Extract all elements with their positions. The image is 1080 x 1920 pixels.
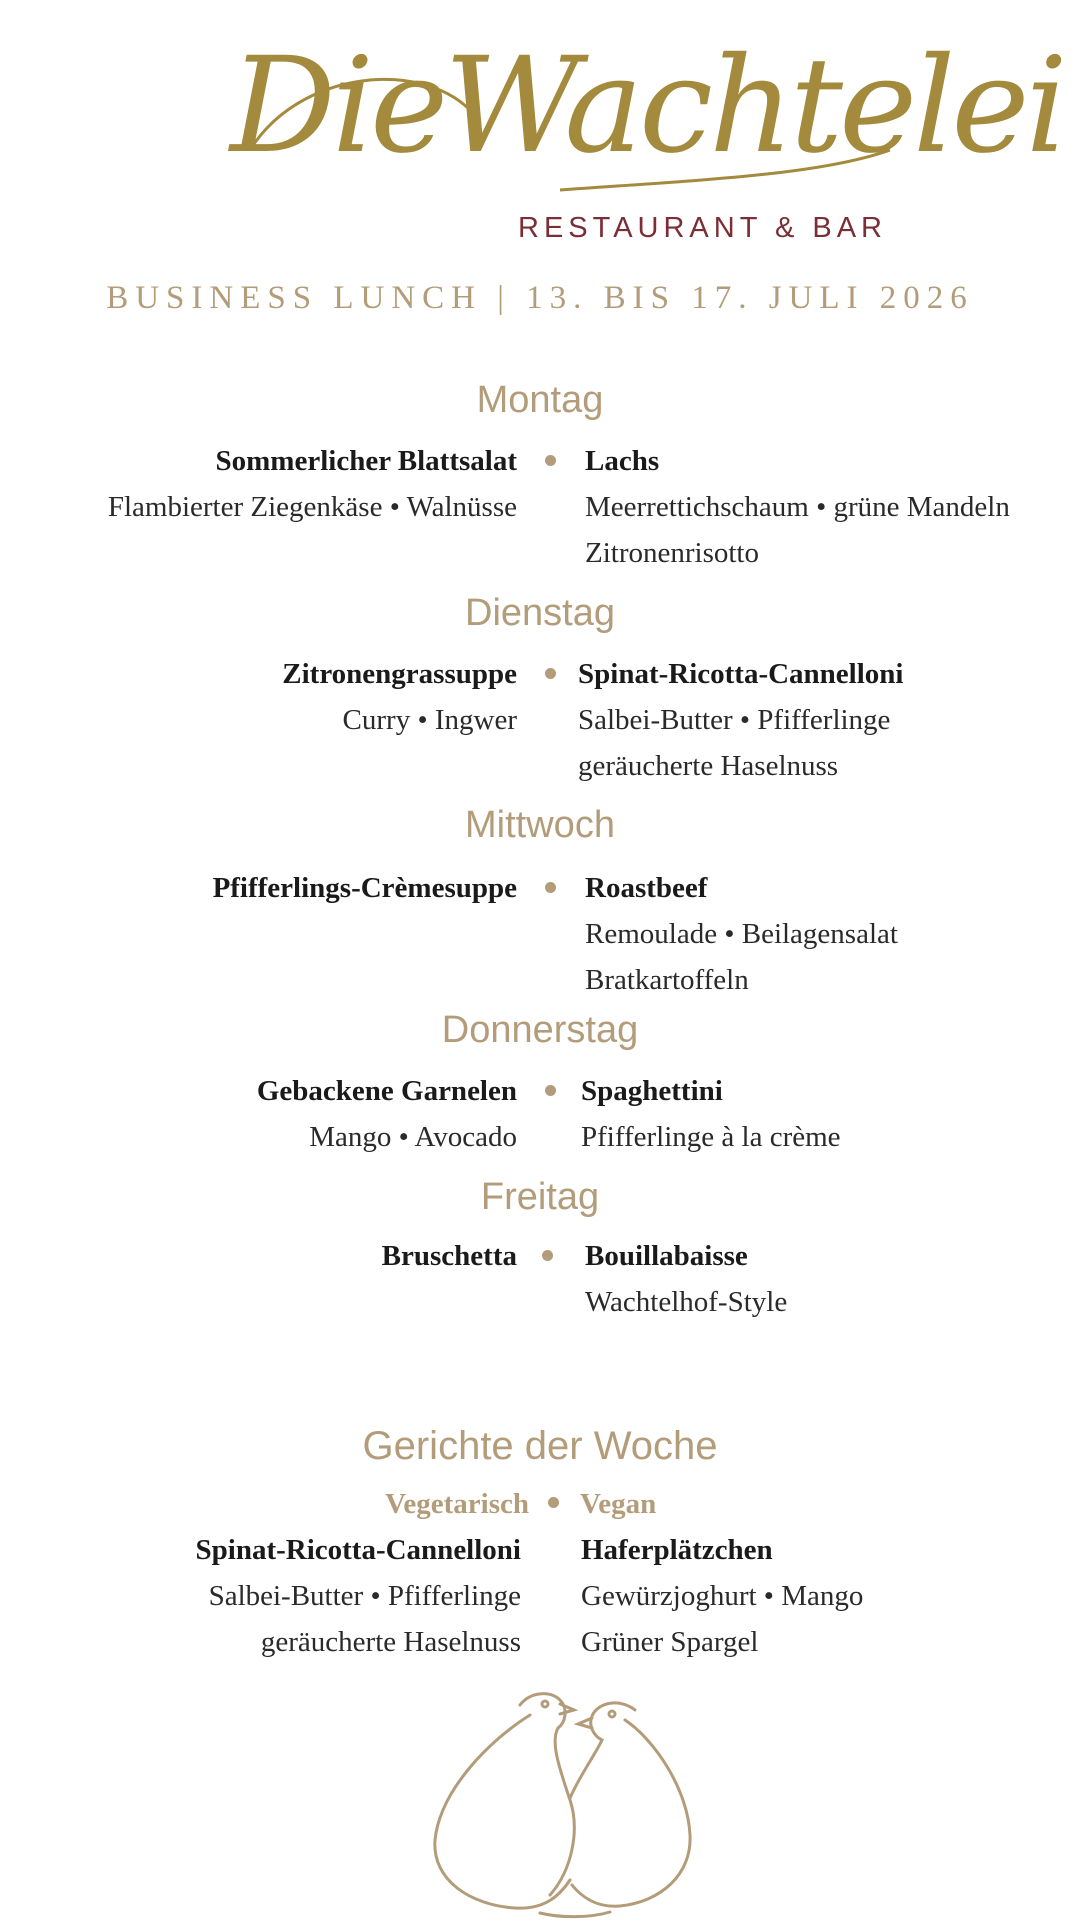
separator-dot	[545, 882, 556, 893]
day-heading-freitag: Freitag	[480, 1176, 600, 1218]
dish-title: Pfifferlings-Crèmesuppe	[212, 872, 517, 904]
dish-description: Zitronenrisotto	[585, 537, 759, 569]
separator-dot	[545, 1085, 556, 1096]
category-label-vegetarian: Vegetarisch	[385, 1488, 529, 1520]
dish-title: Gebackene Garnelen	[256, 1075, 517, 1107]
dish-description: Remoulade • Beilagensalat	[585, 918, 898, 950]
dish-title: Zitronengrassuppe	[282, 658, 517, 690]
dish-description: Salbei-Butter • Pfifferlinge	[578, 704, 891, 736]
dish-title: Spinat-Ricotta-Cannelloni	[195, 1534, 521, 1566]
dish-description: Curry • Ingwer	[342, 704, 517, 736]
category-label-vegan: Vegan	[580, 1488, 657, 1520]
dish-description: Bratkartoffeln	[585, 964, 749, 996]
dish-description: Wachtelhof-Style	[585, 1286, 788, 1318]
dish-title: Spinat-Ricotta-Cannelloni	[578, 658, 904, 690]
dish-description: Salbei-Butter • Pfifferlinge	[208, 1580, 521, 1612]
logo-wordmark: DieWachtelei	[230, 29, 1064, 183]
dish-title: Haferplätzchen	[581, 1534, 773, 1566]
restaurant-logo	[0, 0, 1080, 260]
dish-description: Gewürzjoghurt • Mango	[581, 1580, 864, 1612]
day-heading-mittwoch: Mittwoch	[465, 804, 615, 846]
dish-description: Mango • Avocado	[309, 1121, 517, 1153]
dish-title: Lachs	[585, 445, 660, 477]
dish-title: Roastbeef	[585, 872, 708, 904]
day-heading-montag: Montag	[476, 379, 604, 421]
separator-dot	[548, 1497, 559, 1508]
dish-description: Flambierter Ziegenkäse • Walnüsse	[107, 491, 517, 523]
dish-description: geräucherte Haselnuss	[260, 1626, 521, 1658]
day-heading-dienstag: Dienstag	[465, 592, 615, 634]
weekly-dishes-heading: Gerichte der Woche	[362, 1424, 718, 1468]
dish-title: Sommerlicher Blattsalat	[215, 445, 517, 477]
dish-title: Bruschetta	[381, 1240, 517, 1272]
dish-title: Spaghettini	[581, 1075, 723, 1107]
separator-dot	[542, 1250, 553, 1261]
dish-description: Meerrettichschaum • grüne Mandeln	[585, 491, 1010, 523]
dish-title: Bouillabaisse	[585, 1240, 748, 1272]
dish-description: Pfifferlinge à la crème	[581, 1121, 841, 1153]
day-heading-donnerstag: Donnerstag	[441, 1009, 639, 1051]
dish-description: geräucherte Haselnuss	[578, 750, 839, 782]
separator-dot	[545, 455, 556, 466]
separator-dot	[545, 668, 556, 679]
quail-pair-icon	[420, 1680, 720, 1920]
menu-headline: BUSINESS LUNCH | 13. BIS 17. JULI 2026	[106, 280, 974, 316]
logo-subtitle: RESTAURANT & BAR	[518, 212, 887, 244]
dish-description: Grüner Spargel	[581, 1626, 759, 1658]
